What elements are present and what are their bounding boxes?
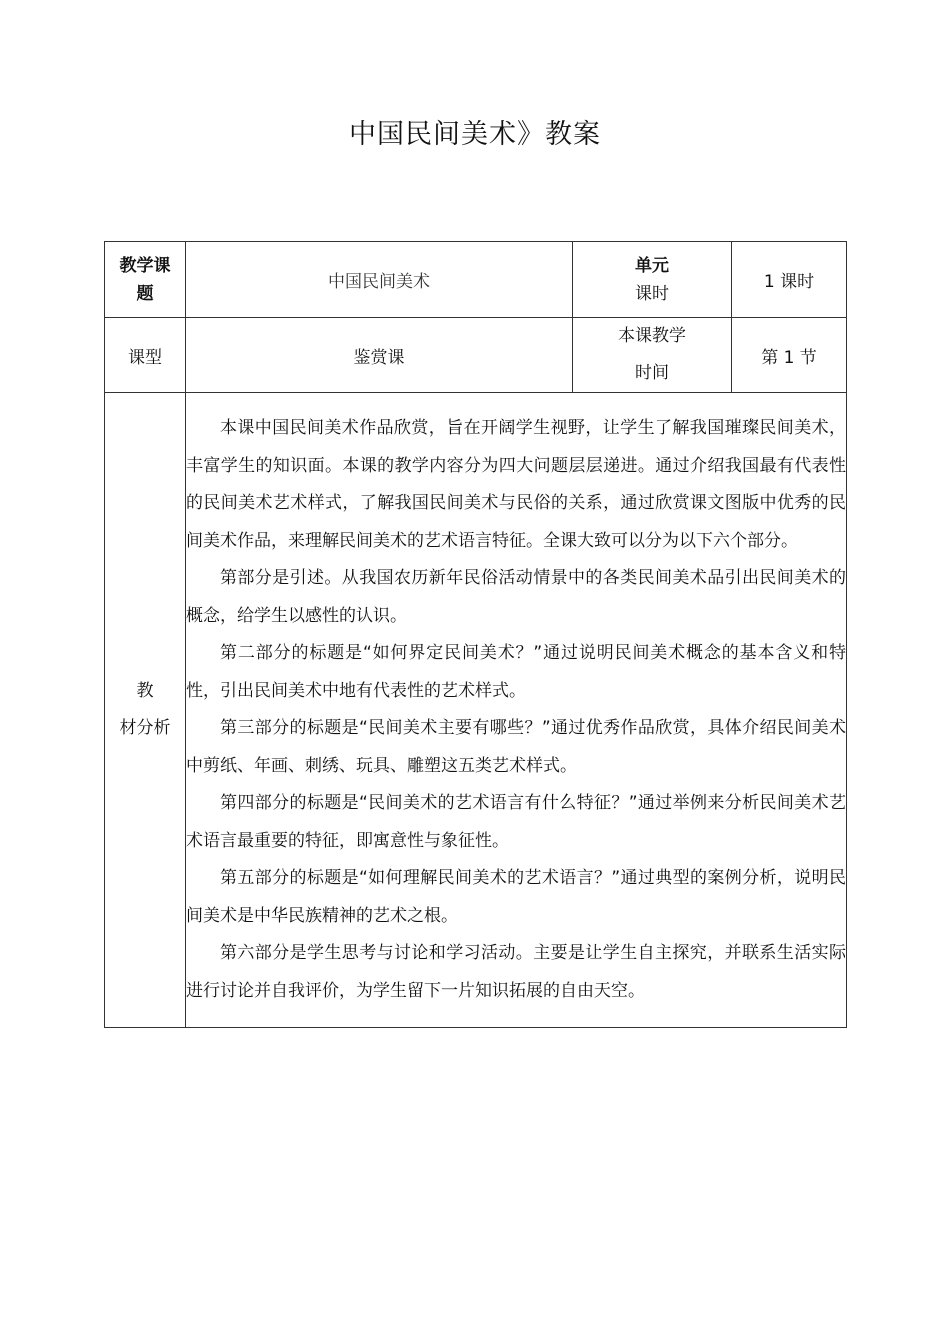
time-label-line1: 本课教学: [618, 326, 686, 346]
type-value-cell: [186, 318, 573, 393]
time-value: 第 1 节: [761, 347, 817, 368]
topic-label-line2: 题: [136, 283, 154, 304]
analysis-paragraph: 第四部分的标题是“民间美术的艺术语言有什么特征？”通过举例来分析民间美术艺术语言最重要的特征，即寓意性与象征性。: [186, 793, 846, 851]
analysis-paragraph: 第五部分的标题是“如何理解民间美术的艺术语言？”通过典型的案例分析，说明民间美术是中华民族精神的艺术之根。: [186, 868, 846, 926]
topic-label-cell: [105, 242, 186, 318]
topic-label-line1: 教学课: [119, 255, 171, 276]
unit-label-line2: 课时: [635, 283, 669, 304]
type-label: 课型: [128, 347, 162, 368]
table-row: [105, 393, 847, 1028]
analysis-paragraph: 第部分是引述。从我国农历新年民俗活动情景中的各类民间美术品引出民间美术的概念，给学生以感性的认识。: [186, 568, 846, 626]
time-label-line2: 时间: [635, 363, 669, 383]
unit-label-line1: 单元: [635, 255, 669, 276]
type-value: 鉴赏课: [353, 347, 405, 368]
analysis-paragraph: 第三部分的标题是“民间美术主要有哪些？”通过优秀作品欣赏，具体介绍民间美术中剪纸、年画、刺绣、玩具、雕塑这五类艺术样式。: [186, 718, 846, 776]
analysis-paragraph: 本课中国民间美术作品欣赏，旨在开阔学生视野，让学生了解我国璀璨民间美术，丰富学生的知识面。本课的教学内容分为四大问题层层递进。通过介绍我国最有代表性的民间美术艺术样式，了解我国民间美术与民俗的关系，通过欣赏课文图版中优秀的民间美术作品，来理解民间美术的艺术语言特征。全课大致可以分为以下六个部分。: [186, 418, 846, 551]
analysis-label-line1: 教: [136, 681, 154, 701]
analysis-content-cell: [186, 393, 847, 1028]
topic-value: 中国民间美术: [328, 272, 430, 292]
time-label-cell: [573, 318, 732, 393]
unit-value: 1 课时: [763, 272, 815, 292]
document-title: 中国民间美术》教案: [349, 119, 601, 150]
unit-value-cell: [732, 242, 847, 318]
analysis-label-line2: 材分析: [119, 718, 171, 738]
analysis-label-cell: [105, 393, 186, 1028]
table-row: [105, 242, 847, 318]
analysis-paragraph: 第二部分的标题是“如何界定民间美术？”通过说明民间美术概念的基本含义和特性，引出民间美术中地有代表性的艺术样式。: [186, 643, 846, 701]
type-label-cell: [105, 318, 186, 393]
lesson-plan-table: [104, 241, 847, 1028]
analysis-paragraph: 第六部分是学生思考与讨论和学习活动。主要是让学生自主探究，并联系生活实际进行讨论并自我评价，为学生留下一片知识拓展的自由天空。: [186, 943, 846, 1001]
table-row: [105, 318, 847, 393]
topic-value-cell: [186, 242, 573, 318]
time-value-cell: [732, 318, 847, 393]
unit-label-cell: [573, 242, 732, 318]
